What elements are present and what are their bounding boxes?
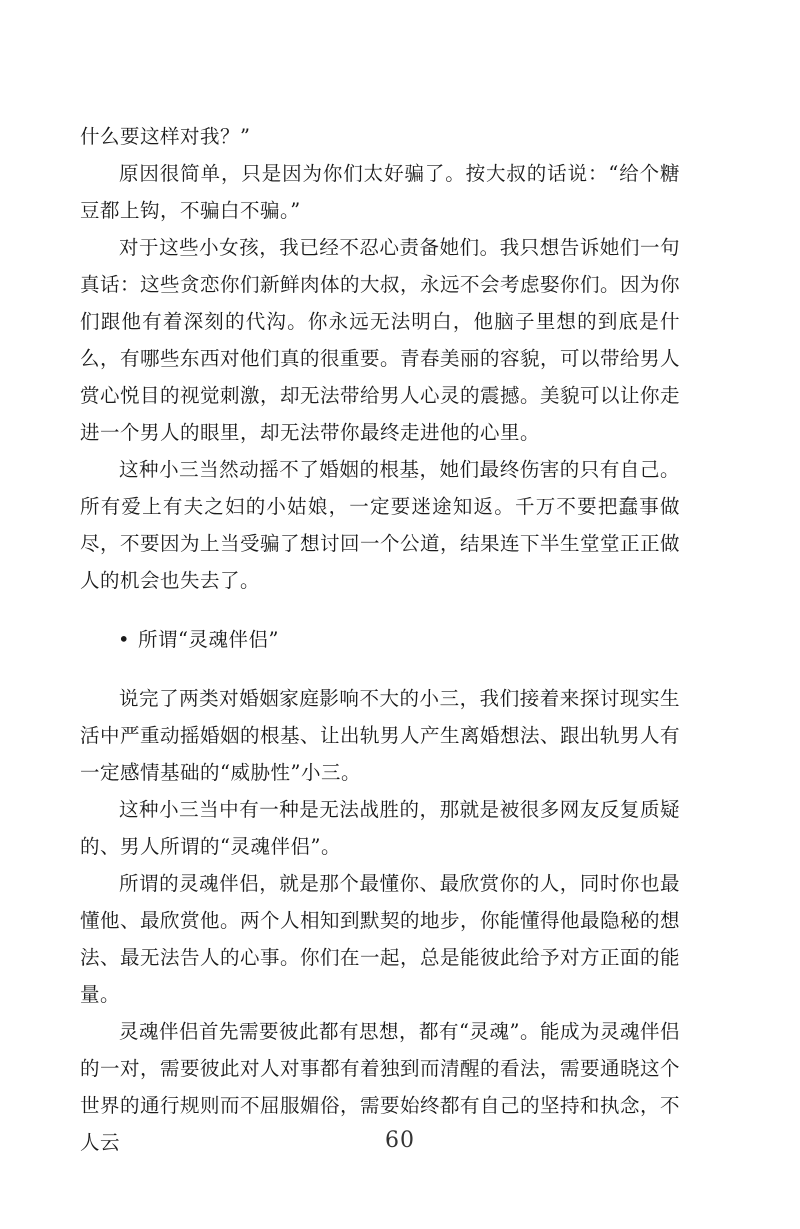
paragraph: 灵魂伴侣首先需要彼此都有思想，都有“灵魂”。能成为灵魂伴侣的一对，需要彼此对人对事都有着独到而清醒的看法，需要通晓这个世界的通行规则而不屈服媚俗，需要始终都有自己的坚持和执念，不人云: [80, 1020, 681, 1154]
paragraph: 原因很简单，只是因为你们太好骗了。按大叔的话说：“给个糖豆都上钩，不骗白不骗。”: [80, 162, 680, 222]
page-body: [80, 118, 680, 1161]
paragraph: 所谓的灵魂伴侣，就是那个最懂你、最欣赏你的人，同时你也最懂他、最欣赏他。两个人相知到默契的地步，你能懂得他最隐秘的想法、最无法告人的心事。你们在一起，总是能彼此给予对方正面的能量。: [80, 872, 681, 1006]
paragraph: 这种小三当然动摇不了婚姻的根基，她们最终伤害的只有自己。所有爱上有夫之妇的小姑娘，一定要迷途知返。千万不要把蠢事做尽，不要因为上当受骗了想讨回一个公道，结果连下半生堂堂正正做人的机会也失去了。: [80, 458, 681, 592]
paragraph: 这种小三当中有一种是无法战胜的，那就是被很多网友反复质疑的、男人所谓的“灵魂伴侣”。: [80, 798, 680, 858]
section-heading-text: 所谓“灵魂伴侣”: [138, 628, 279, 651]
section-heading: [80, 599, 680, 680]
paragraph: 对于这些小女孩，我已经不忍心责备她们。我只想告诉她们一句真话：这些贪恋你们新鲜肉体的大叔，永远不会考虑娶你们。因为你们跟他有着深刻的代沟。你永远无法明白，他脑子里想的到底是什么，有哪些东西对他们真的很重要。青春美丽的容貌，可以带给男人赏心悦目的视觉刺激，却无法带给男人心灵的震撼。美貌可以让你走进一个男人的眼里，却无法带你最终走进他的心里。: [80, 236, 681, 444]
paragraph: 说完了两类对婚姻家庭影响不大的小三，我们接着来探讨现实生活中严重动摇婚姻的根基、让出轨男人产生离婚想法、跟出轨男人有一定感情基础的“威胁性”小三。: [80, 687, 681, 784]
paragraph-continued: 什么要这样对我？”: [80, 125, 251, 148]
page-number: 60: [385, 1128, 415, 1153]
bullet-icon: •: [118, 628, 131, 651]
